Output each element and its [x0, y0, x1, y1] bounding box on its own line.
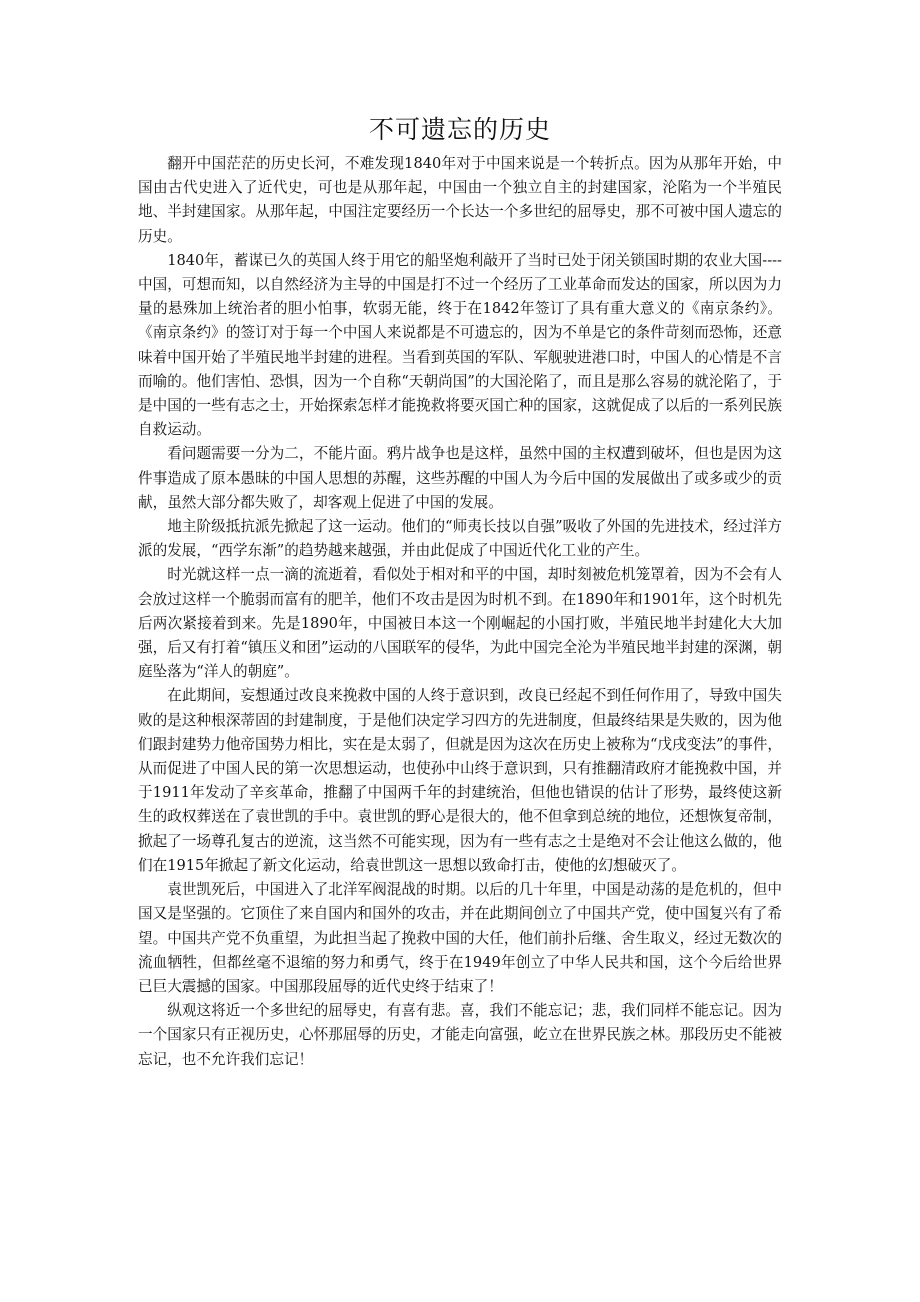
paragraph-3: 看问题需要一分为二，不能片面。鸦片战争也是这样，虽然中国的主权遭到破坏，但也是因为这件事造成了原本愚昧的中国人思想的苏醒，这些苏醒的中国人为今后中国的发展做出了或多或少的贡献，虽然大部分都失败了，却客观上促进了中国的发展。	[138, 445, 782, 511]
paragraph-7: 袁世凯死后，中国进入了北洋军阀混战的时期。以后的几十年里，中国是动荡的是危机的，但中国又是坚强的。它顶住了来自国内和国外的攻击，并在此期间创立了中国共产党，使中国复兴有了希望。中国共产党不负重望，为此担当起了挽救中国的大任，他们前扑后继、舍生取义，经过无数次的流血牺牲，但都丝毫不退缩的努力和勇气，终于在1949年创立了中华人民共和国，这个今后给世界已巨大震撼的国家。中国那段屈辱的近代史终于结束了！	[138, 881, 782, 995]
paragraph-5: 时光就这样一点一滴的流逝着，看似处于相对和平的中国，却时刻被危机笼罩着，因为不会有人会放过这样一个脆弱而富有的肥羊，他们不攻击是因为时机不到。在1890年和1901年，这个时机先后两次紧接着到来。先是1890年，中国被日本这一个刚崛起的小国打败，半殖民地半封建化大大加强，后又有打着“镇压义和团”运动的八国联军的侵华，为此中国完全沦为半殖民地半封建的深渊，朝庭坠落为“洋人的朝庭”。	[138, 566, 782, 681]
paragraph-4: 地主阶级抵抗派先掀起了这一运动。他们的“师夷长技以自强”吸收了外国的先进技术，经过洋方派的发展，“西学东渐”的趋势越来越强，并由此促成了中国近代化工业的产生。	[138, 518, 782, 560]
paragraph-2: 1840年，蓄谋已久的英国人终于用它的船坚炮利敲开了当时已处于闭关锁国时期的农业大国----中国，可想而知，以自然经济为主导的中国是打不过一个经历了工业革命而发达的国家，所以因为力量的悬殊加上统治者的胆小怕事，软弱无能，终于在1842年签订了具有重大意义的《南京条约》。《南京条约》的签订对于每一个中国人来说都是不可遗忘的，因为不单是它的条件苛刻而恐怖，还意味着中国开始了半殖民地半封建的进程。当看到英国的军队、军舰驶进港口时，中国人的心情是不言而喻的。他们害怕、恐惧，因为一个自称“天朝尚国”的大国沦陷了，而且是那么容易的就沦陷了，于是中国的一些有志之士，开始探索怎样才能挽救将要灭国亡种的国家，这就促成了以后的一系列民族自救运动。	[138, 251, 782, 439]
paragraph-1: 翻开中国茫茫的历史长河，不难发现1840年对于中国来说是一个转折点。因为从那年开始，中国由古代史进入了近代史，可也是从那年起，中国由一个独立自主的封建国家，沦陷为一个半殖民地、半封建国家。从那年起，中国注定要经历一个长达一个多世纪的屈辱史，那不可被中国人遗忘的历史。	[138, 155, 782, 245]
document-page	[138, 112, 782, 1072]
document-title: 不可遗忘的历史	[368, 115, 551, 144]
paragraph-8: 纵观这将近一个多世纪的屈辱史，有喜有悲。喜，我们不能忘记；悲，我们同样不能忘记。因为一个国家只有正视历史，心怀那屈辱的历史，才能走向富强，屹立在世界民族之林。那段历史不能被忘记，也不允许我们忘记！	[138, 1002, 782, 1068]
paragraph-6: 在此期间，妄想通过改良来挽救中国的人终于意识到，改良已经起不到任何作用了，导致中国失败的是这种根深蒂固的封建制度，于是他们决定学习四方的先进制度，但最终结果是失败的，因为他们跟封建势力他帝国势力相比，实在是太弱了，但就是因为这次在历史上被称为“戊戌变法”的事件，从而促进了中国人民的第一次思想运动，也使孙中山终于意识到，只有推翻清政府才能挽救中国，并于1911年发动了辛亥革命，推翻了中国两千年的封建统治，但他也错误的估计了形势，最终使这新生的政权葬送在了袁世凯的手中。袁世凯的野心是很大的，他不但拿到总统的地位，还想恢复帝制，掀起了一场尊孔复古的逆流，这当然不可能实现，因为有一些有志之士是绝对不会让他这么做的，他们在1915年掀起了新文化运动，给袁世凯这一思想以致命打击，使他的幻想破灭了。	[138, 687, 782, 874]
